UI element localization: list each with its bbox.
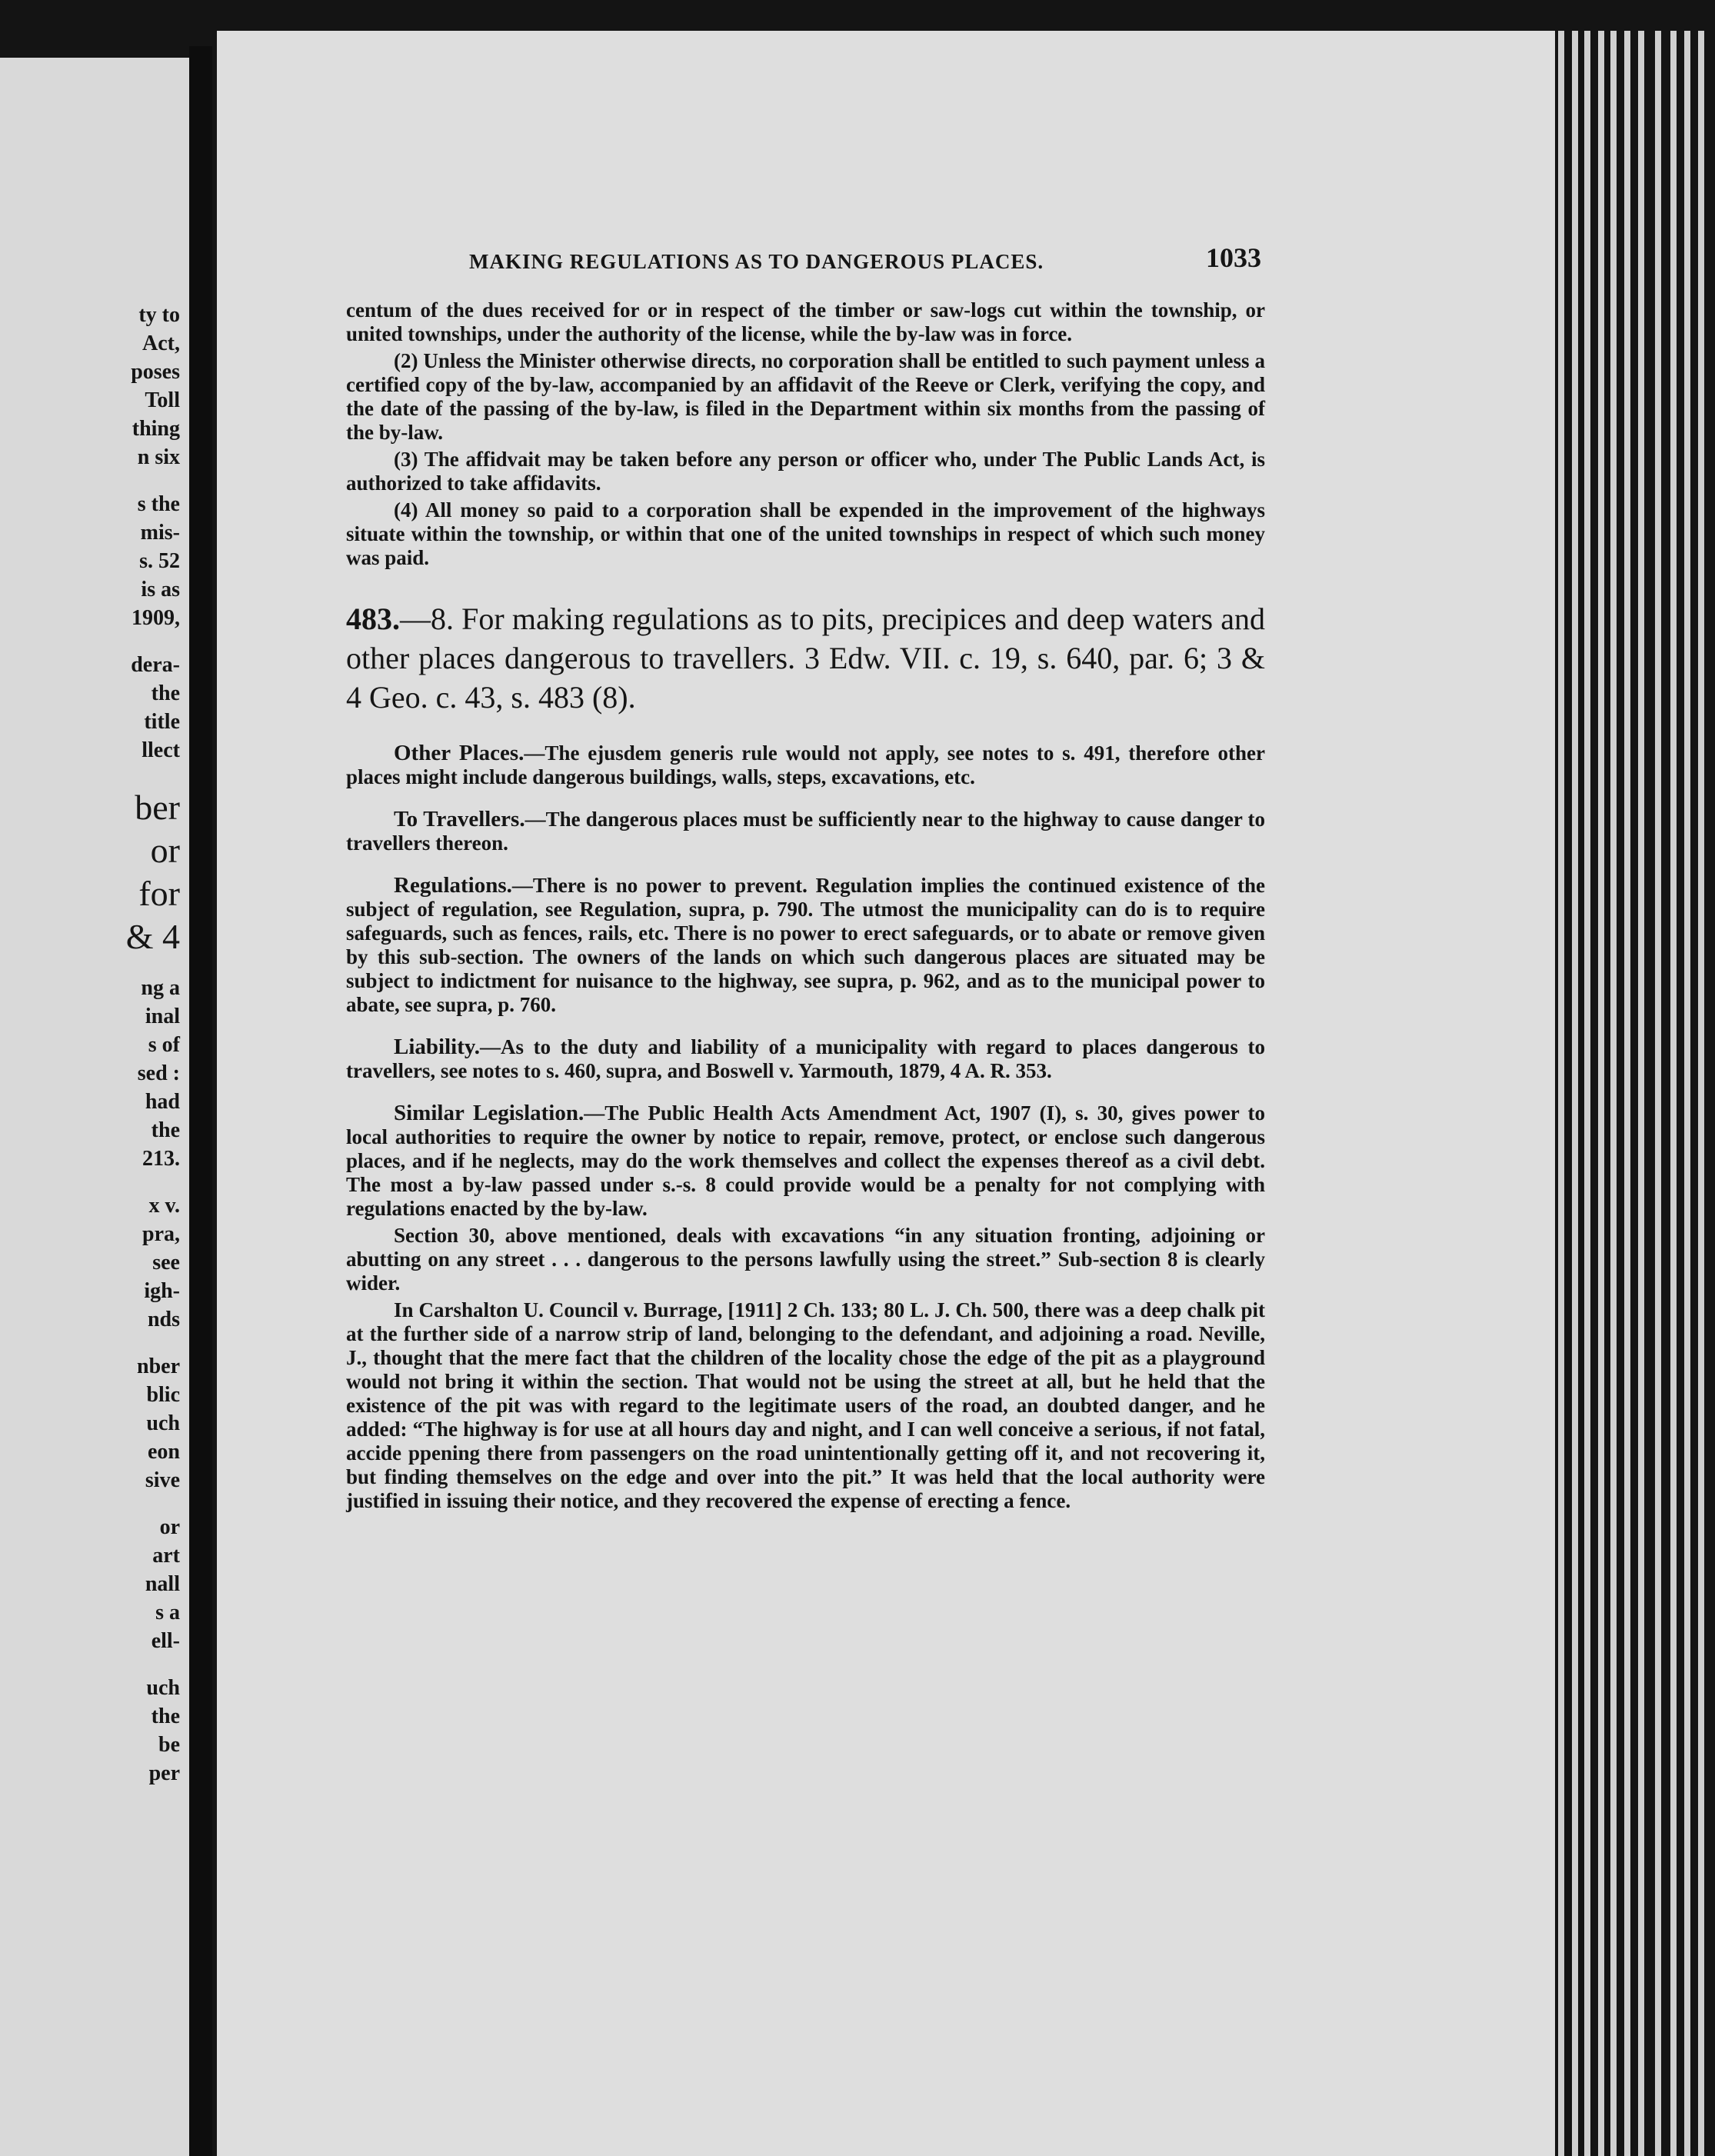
left-page-fragment: s. 52 — [139, 549, 180, 573]
note-liability — [346, 1035, 1265, 1083]
section-text: —8. For making regulations as to pits, precipices and deep waters and other places dangerous to travellers. 3 Edw. VII. c. 19, s. 640, par. 6; 3 & 4 Geo. c. 43, s. 483 (8). — [346, 601, 1265, 715]
left-page-fragment: poses — [131, 360, 180, 384]
left-page-fragment: igh- — [144, 1279, 180, 1303]
note-to-travellers — [346, 808, 1265, 855]
left-page-fragment: ty to — [138, 303, 180, 327]
left-page-fragment: blic — [146, 1383, 180, 1407]
note-text: —The ejusdem generis rule would not apply, see notes to s. 491, therefore other places might include dangerous buildings, walls, steps, excavations, etc. — [346, 741, 1265, 788]
note-similar-legislation — [346, 1101, 1265, 1221]
left-page-fragment: uch — [146, 1676, 180, 1700]
left-page-fragment: 1909, — [132, 606, 180, 630]
left-page-fragment: or — [150, 831, 180, 870]
left-page-fragment: title — [144, 710, 180, 734]
left-page-fragment: 213. — [142, 1147, 180, 1171]
left-page-fragment: ber — [135, 788, 180, 827]
section-483-8 — [346, 599, 1265, 717]
left-page-fragment: be — [158, 1733, 180, 1757]
running-head — [469, 238, 1261, 274]
left-page-fragment: s of — [148, 1033, 180, 1057]
paragraph-carshalton: In Carshalton U. Council v. Burrage, [1911] 2 Ch. 133; 80 L. J. Ch. 500, there was a deep chalk pit at the further side of a narrow strip of land, belonging to the defendant, and adjoining a road. Neville, J., thought that the mere fact that the children of the locality chose the edge of the pit as a playground would not bring it within the section. That would not be using the street at all, but he held that the existence of the pit was with regard to the legitimate users of the road, an doubted danger, and he added: “The highway is for use at all hours day and night, and I can well conceive a serious, if not fatal, accide ppening there from passengers on the road unintentionally getting off it, and not recovering it, but finding themselves on the edge and over into the pit.” It was held that the local authority were justified in issuing their notice, and they recovered the expense of erecting a fence. — [346, 1298, 1265, 1512]
left-page-text-fragments — [49, 304, 180, 1791]
left-page-fragment: n six — [137, 445, 180, 469]
left-page-fragment: sed : — [137, 1061, 180, 1085]
left-page-fragment: the — [151, 1118, 180, 1142]
left-page-fragment: llect — [142, 738, 180, 762]
left-page-fragment: Act, — [142, 332, 180, 355]
left-page-fragment: nber — [137, 1355, 180, 1378]
paragraph: (3) The affidvait may be taken before any person or officer who, under The Public Lands Act, is authorized to take affidavits. — [346, 448, 1265, 495]
paragraph: centum of the dues received for or in respect of the timber or saw-logs cut within the township, or united townships, under the authority of the license, while the by-law was in force. — [346, 298, 1265, 345]
page-edges — [1555, 0, 1715, 2156]
note-text: —As to the duty and liability of a municipality with regard to places dangerous to travellers, see notes to s. 460, supra, and Boswell v. Yarmouth, 1879, 4 A. R. 353. — [346, 1035, 1265, 1082]
left-page-fragment: inal — [145, 1005, 180, 1028]
note-heading: Regulations. — [394, 873, 512, 898]
paragraph-section-30: Section 30, above mentioned, deals with excavations “in any situation fronting, adjoining or abutting on any street . . . dangerous to the persons lawfully using the street.” Sub-section 8 is clearly wider. — [346, 1224, 1265, 1295]
note-other-places — [346, 741, 1265, 789]
left-page-fragment: or — [159, 1515, 180, 1539]
note-text: —The dangerous places must be sufficiently near to the highway to cause danger to travellers thereon. — [346, 808, 1265, 855]
left-page-fragment: for — [138, 874, 180, 913]
left-page-fragment: the — [151, 681, 180, 705]
left-page-fragment: thing — [132, 417, 180, 441]
left-page-fragment: Toll — [145, 388, 180, 412]
note-heading: To Travellers. — [394, 807, 525, 831]
left-page-fragment: see — [152, 1251, 180, 1275]
left-page-fragment: sive — [145, 1468, 180, 1492]
note-text: —The Public Health Acts Amendment Act, 1907 (I), s. 30, gives power to local authorities to require the owner by notice to repair, remove, protect, or enclose such dangerous places, and if he neglects, may do the work themselves and collect the expenses thereof as a civil debt. The most a by-law passed under s.-s. 8 could provide would be a penalty for not complying with regulations enacted by the by-law. — [346, 1101, 1265, 1220]
left-page-fragment: art — [152, 1544, 180, 1568]
note-text: —There is no power to prevent. Regulation implies the continued existence of the subject of regulation, see Regulation, supra, p. 790. The utmost the municipality can do is to require safeguards, such as fences, rails, etc. There is no power to erect safeguards, or to abate or remove given by this sub-section. The owners of the lands on which such dangerous places are situated may be subject to indictment for nuisance to the highway, see supra, p. 962, and as to the municipal power to abate, see supra, p. 760. — [346, 874, 1265, 1016]
page-body — [346, 298, 1265, 1516]
left-page-fragment: per — [148, 1761, 180, 1785]
left-page-fragment: uch — [146, 1411, 180, 1435]
left-page-fragment: ell- — [151, 1629, 180, 1653]
left-page-fragment: x v. — [148, 1194, 180, 1218]
section-number: 483. — [346, 601, 400, 636]
page-number: 1033 — [1206, 242, 1261, 273]
left-page-fragment: mis- — [140, 521, 180, 545]
left-page-fragment: the — [151, 1704, 180, 1728]
note-regulations — [346, 874, 1265, 1017]
note-heading: Other Places. — [394, 741, 524, 765]
left-page-fragment: ng a — [141, 976, 180, 1000]
left-page-fragment: nds — [147, 1308, 180, 1331]
paragraph: (2) Unless the Minister otherwise directs, no corporation shall be entitled to such payment unless a certified copy of the by-law, accompanied by an affidavit of the Reeve or Clerk, verifying the copy, and the date of the passing of the by-law, is filed in the Department within six months from the passing of the by-law. — [346, 349, 1265, 444]
left-page-fragment: is as — [141, 578, 180, 601]
left-page-fragment: s a — [155, 1601, 180, 1624]
book-gutter — [189, 46, 212, 2156]
left-page-fragment: eon — [148, 1440, 180, 1464]
running-head-title: MAKING REGULATIONS AS TO DANGEROUS PLACES. — [469, 250, 1044, 273]
note-heading: Liability. — [394, 1035, 481, 1059]
left-page-fragment: s the — [137, 492, 180, 516]
left-page-fragment: dera- — [131, 653, 180, 677]
left-page-fragment: nall — [145, 1572, 180, 1596]
left-page-fragment: pra, — [142, 1222, 180, 1246]
left-page-fragment: had — [145, 1090, 180, 1114]
paragraph: (4) All money so paid to a corporation shall be expended in the improvement of the highways situate within the township, or within that one of the united townships in respect of which such money was paid. — [346, 498, 1265, 569]
note-heading: Similar Legislation. — [394, 1101, 584, 1125]
left-page-fragment: & 4 — [125, 917, 180, 956]
